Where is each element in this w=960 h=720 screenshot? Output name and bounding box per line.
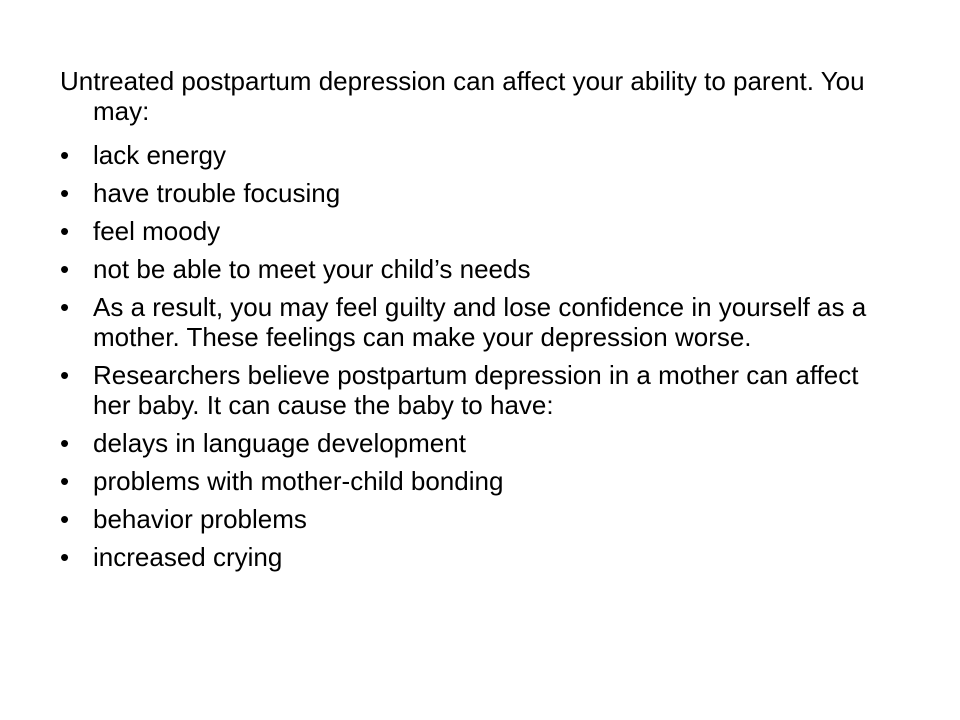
slide-content bbox=[60, 66, 900, 580]
list-item bbox=[60, 178, 900, 208]
list-item-text: delays in language development bbox=[93, 428, 466, 458]
list-item bbox=[60, 216, 900, 246]
list-item bbox=[60, 542, 900, 572]
list-item-text: increased crying bbox=[93, 542, 283, 572]
list-item-text: feel moody bbox=[93, 216, 221, 246]
list-item-text: Researchers believe postpartum depression in a mother can affect her baby. It can cause the baby to have: bbox=[93, 360, 859, 420]
bullet-icon: • bbox=[60, 292, 70, 322]
list-item-text: As a result, you may feel guilty and lose confidence in yourself as a mother. These feelings can make your depression worse. bbox=[93, 292, 867, 352]
list-item-text: behavior problems bbox=[93, 504, 307, 534]
intro-paragraph: Untreated postpartum depression can affect your ability to parent. You may: bbox=[60, 66, 865, 126]
list-item bbox=[60, 466, 900, 496]
bullet-icon: • bbox=[60, 254, 70, 284]
bullet-icon: • bbox=[60, 428, 70, 458]
list-item-text: problems with mother-child bonding bbox=[93, 466, 504, 496]
bullet-icon: • bbox=[60, 542, 70, 572]
list-item bbox=[60, 504, 900, 534]
bullet-icon: • bbox=[60, 216, 70, 246]
list-item bbox=[60, 292, 900, 352]
bullet-list bbox=[60, 140, 900, 572]
bullet-icon: • bbox=[60, 140, 70, 170]
list-item bbox=[60, 140, 900, 170]
list-item bbox=[60, 360, 900, 420]
bullet-icon: • bbox=[60, 360, 70, 390]
bullet-icon: • bbox=[60, 178, 70, 208]
list-item-text: lack energy bbox=[93, 140, 226, 170]
list-item bbox=[60, 428, 900, 458]
list-item-text: have trouble focusing bbox=[93, 178, 341, 208]
bullet-icon: • bbox=[60, 504, 70, 534]
bullet-icon: • bbox=[60, 466, 70, 496]
list-item-text: not be able to meet your child’s needs bbox=[93, 254, 531, 284]
list-item bbox=[60, 254, 900, 284]
